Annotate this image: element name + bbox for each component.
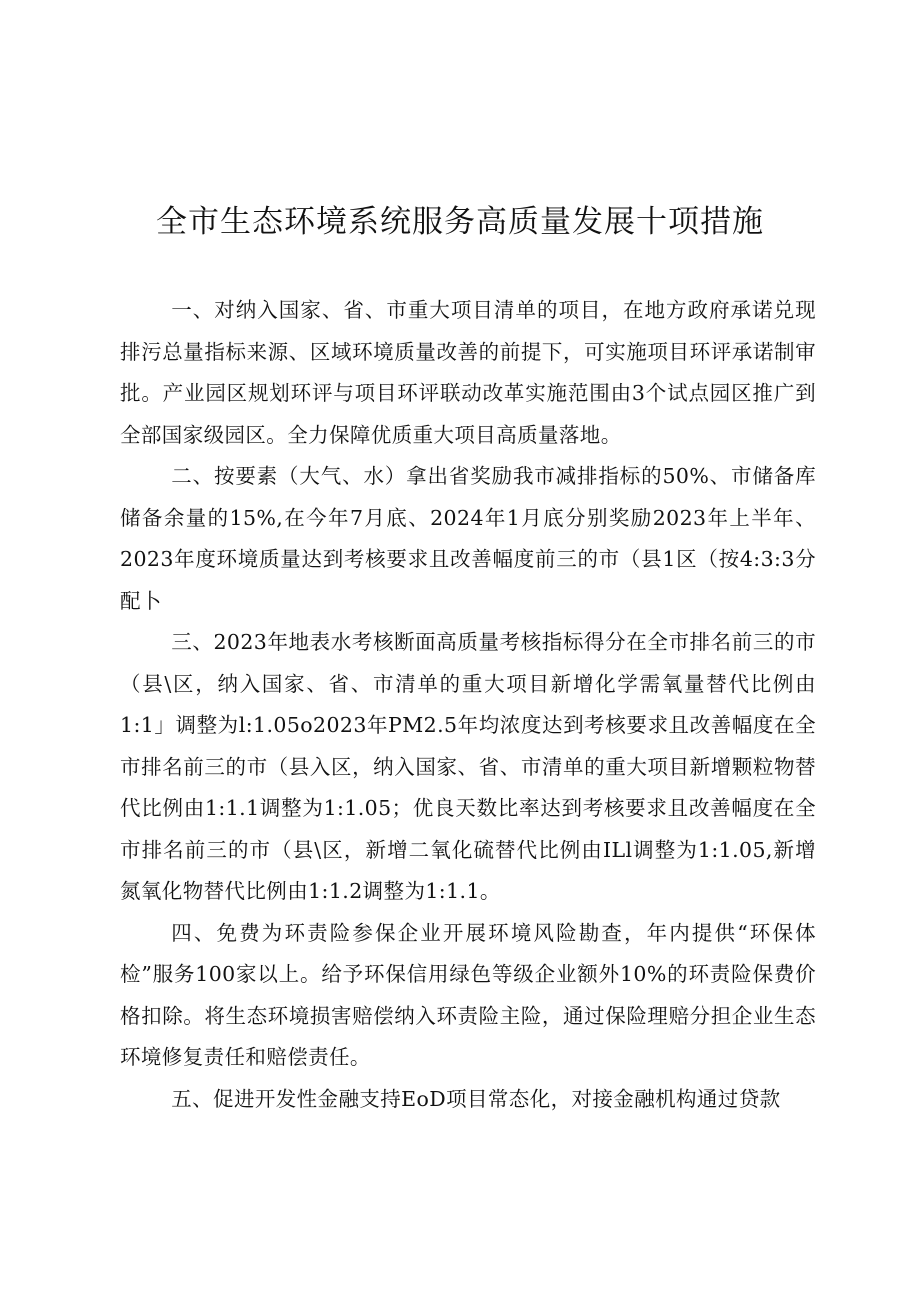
paragraph-1: 一、对纳入国家、省、市重大项目清单的项目，在地方政府承诺兑现排污总量指标来源、区域环境质量改善的前提下，可实施项目环评承诺制审批。产业园区规划环评与项目环评联动改革实施范围由3个试点园区推广到全部国家级园区。全力保障优质重大项目高质量落地。 (120, 298, 816, 447)
paragraph-4: 四、免费为环责险参保企业开展环境风险勘查，年内提供“环保体检”服务100家以上。给予环保信用绿色等级企业额外10%的环责险保费价格扣除。将生态环境损害赔偿纳入环责险主险，通过保险理赔分担企业生态环境修复责任和赔偿责任。 (120, 920, 816, 1069)
paragraph-5: 五、促进开发性金融支持EoD项目常态化，对接金融机构通过贷款 (171, 1086, 781, 1111)
paragraph-2: 二、按要素（大气、水）拿出省奖励我市减排指标的50%、市储备库储备余量的15%,在今年7月底、2024年1月底分别奖励2023年上半年、2023年度环境质量达到考核要求且改善幅度前三的市（县1区（按4:3:3分配卜 (120, 464, 816, 613)
document-title: 全市生态环境系统服务高质量发展十项措施 (156, 204, 764, 240)
document-body (120, 290, 816, 1120)
paragraph-3: 三、2023年地表水考核断面高质量考核指标得分在全市排名前三的市（县\区，纳入国家、省、市清单的重大项目新增化学需氧量替代比例由1:1」调整为l:1.05o2023年PM2.5年均浓度达到考核要求且改善幅度在全市排名前三的市（县入区，纳入国家、省、市清单的重大项目新增颗粒物替代比例由1:1.1调整为1:1.05；优良天数比率达到考核要求且改善幅度在全市排名前三的市（县\区，新增二氧化硫替代比例由ILl调整为1:1.05,新增氮氧化物替代比例由1:1.2调整为1:1.1。 (120, 630, 816, 903)
